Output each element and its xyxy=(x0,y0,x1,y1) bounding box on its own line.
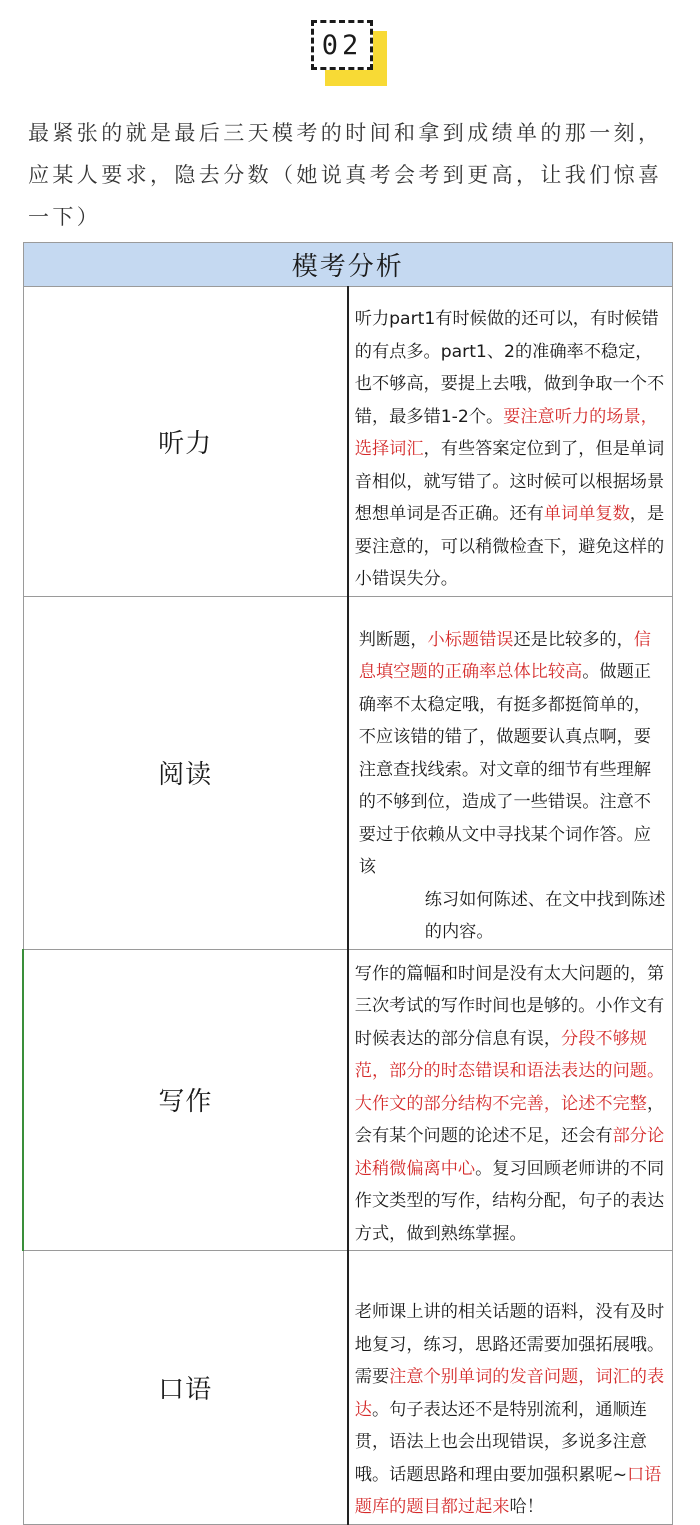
highlight-segment: 单词单复数 xyxy=(543,504,630,524)
highlight-segment: 注意个别单词的发音问题，词汇的表达 xyxy=(354,1367,665,1420)
row-content-listening xyxy=(348,287,673,597)
row-label-writing: 写作 xyxy=(23,949,348,1251)
text-segment: ，是要注意的，可以稍微检查下，避免这样的小错误失分。 xyxy=(354,504,665,589)
highlight-segment: 要注意听力的场景，选择词汇 xyxy=(354,406,658,459)
text-segment: 判断题， xyxy=(358,629,428,650)
text-segment: 还是比较多的， xyxy=(513,629,634,650)
row-content-reading xyxy=(348,596,673,949)
table-row-listening xyxy=(23,287,673,597)
text-segment: 。句子表达还不是特别流利，通顺连贯，语法上也会出现错误，多说多注意哦。话题思路和理由要加强积累呢~ xyxy=(354,1399,647,1485)
text-segment: 。复习回顾老师讲的不同作文类型的写作，结构分配，句子的表达方式，做到熟练掌握。 xyxy=(354,1158,665,1244)
text-segment: 。做题正确率不太稳定哦，有挺多都挺简单的，不应该错的错了，做题要认真点啊，要注意查找线索。对文章的细节有些理解的不够到位，造成了一些错误。注意不要过于依赖从文中寻找某个词作答。应该 xyxy=(358,662,651,877)
intro-paragraph: 最紧张的就是最后三天模考的时间和拿到成绩单的那一刻，应某人要求，隐去分数（她说真考会考到更高，让我们惊喜一下） xyxy=(28,121,663,229)
text-segment: 练习如何陈述、在文中找到陈述的内容。 xyxy=(424,889,666,942)
text-segment: 哈！ xyxy=(509,1497,544,1517)
table-row-speaking xyxy=(23,1251,673,1525)
text-segment: ，有些答案定位到了，但是单词音相似，就写错了。这时候可以根据场景想想单词是否正确。还有 xyxy=(354,439,665,524)
badge-number: 02 xyxy=(311,20,373,70)
text-segment: 老师课上讲的相关话题的语料，没有及时地复习，练习，思路还需要加强拓展哦。需要 xyxy=(354,1302,665,1387)
row-label-listening: 听力 xyxy=(23,287,348,597)
mock-exam-analysis-table xyxy=(22,242,673,1525)
highlight-segment: 小标题错误 xyxy=(427,629,514,650)
table-row-reading xyxy=(23,596,673,949)
highlight-segment: 口语题库的题目都过起来 xyxy=(354,1464,662,1517)
highlight-segment: 部分论述稍微偏离中心 xyxy=(354,1126,665,1179)
row-content-speaking xyxy=(348,1251,673,1525)
section-number-badge xyxy=(311,20,391,86)
row-content-writing xyxy=(348,949,673,1251)
highlight-segment: 信息填空题的正确率总体比较高 xyxy=(358,629,651,682)
table-row-writing xyxy=(23,949,673,1251)
table-header: 模考分析 xyxy=(23,243,673,287)
row-label-speaking: 口语 xyxy=(23,1251,348,1525)
highlight-segment: 分段不够规范，部分的时态错误和语法表达的问题。大作文的部分结构不完善，论述不完整 xyxy=(354,1028,665,1114)
text-segment: ，会有某个问题的论述不足，还会有 xyxy=(354,1093,665,1146)
text-segment: 听力part1有时候做的还可以，有时候错的有点多。part1、2的准确率不稳定，也不够高，要提上去哦，做到争取一个不错，最多错1-2个。 xyxy=(354,309,665,427)
row-label-reading: 阅读 xyxy=(23,596,348,949)
text-segment: 写作的篇幅和时间是没有太大问题的，第三次考试的写作时间也是够的。小作文有时候表达的部分信息有误， xyxy=(354,963,665,1049)
